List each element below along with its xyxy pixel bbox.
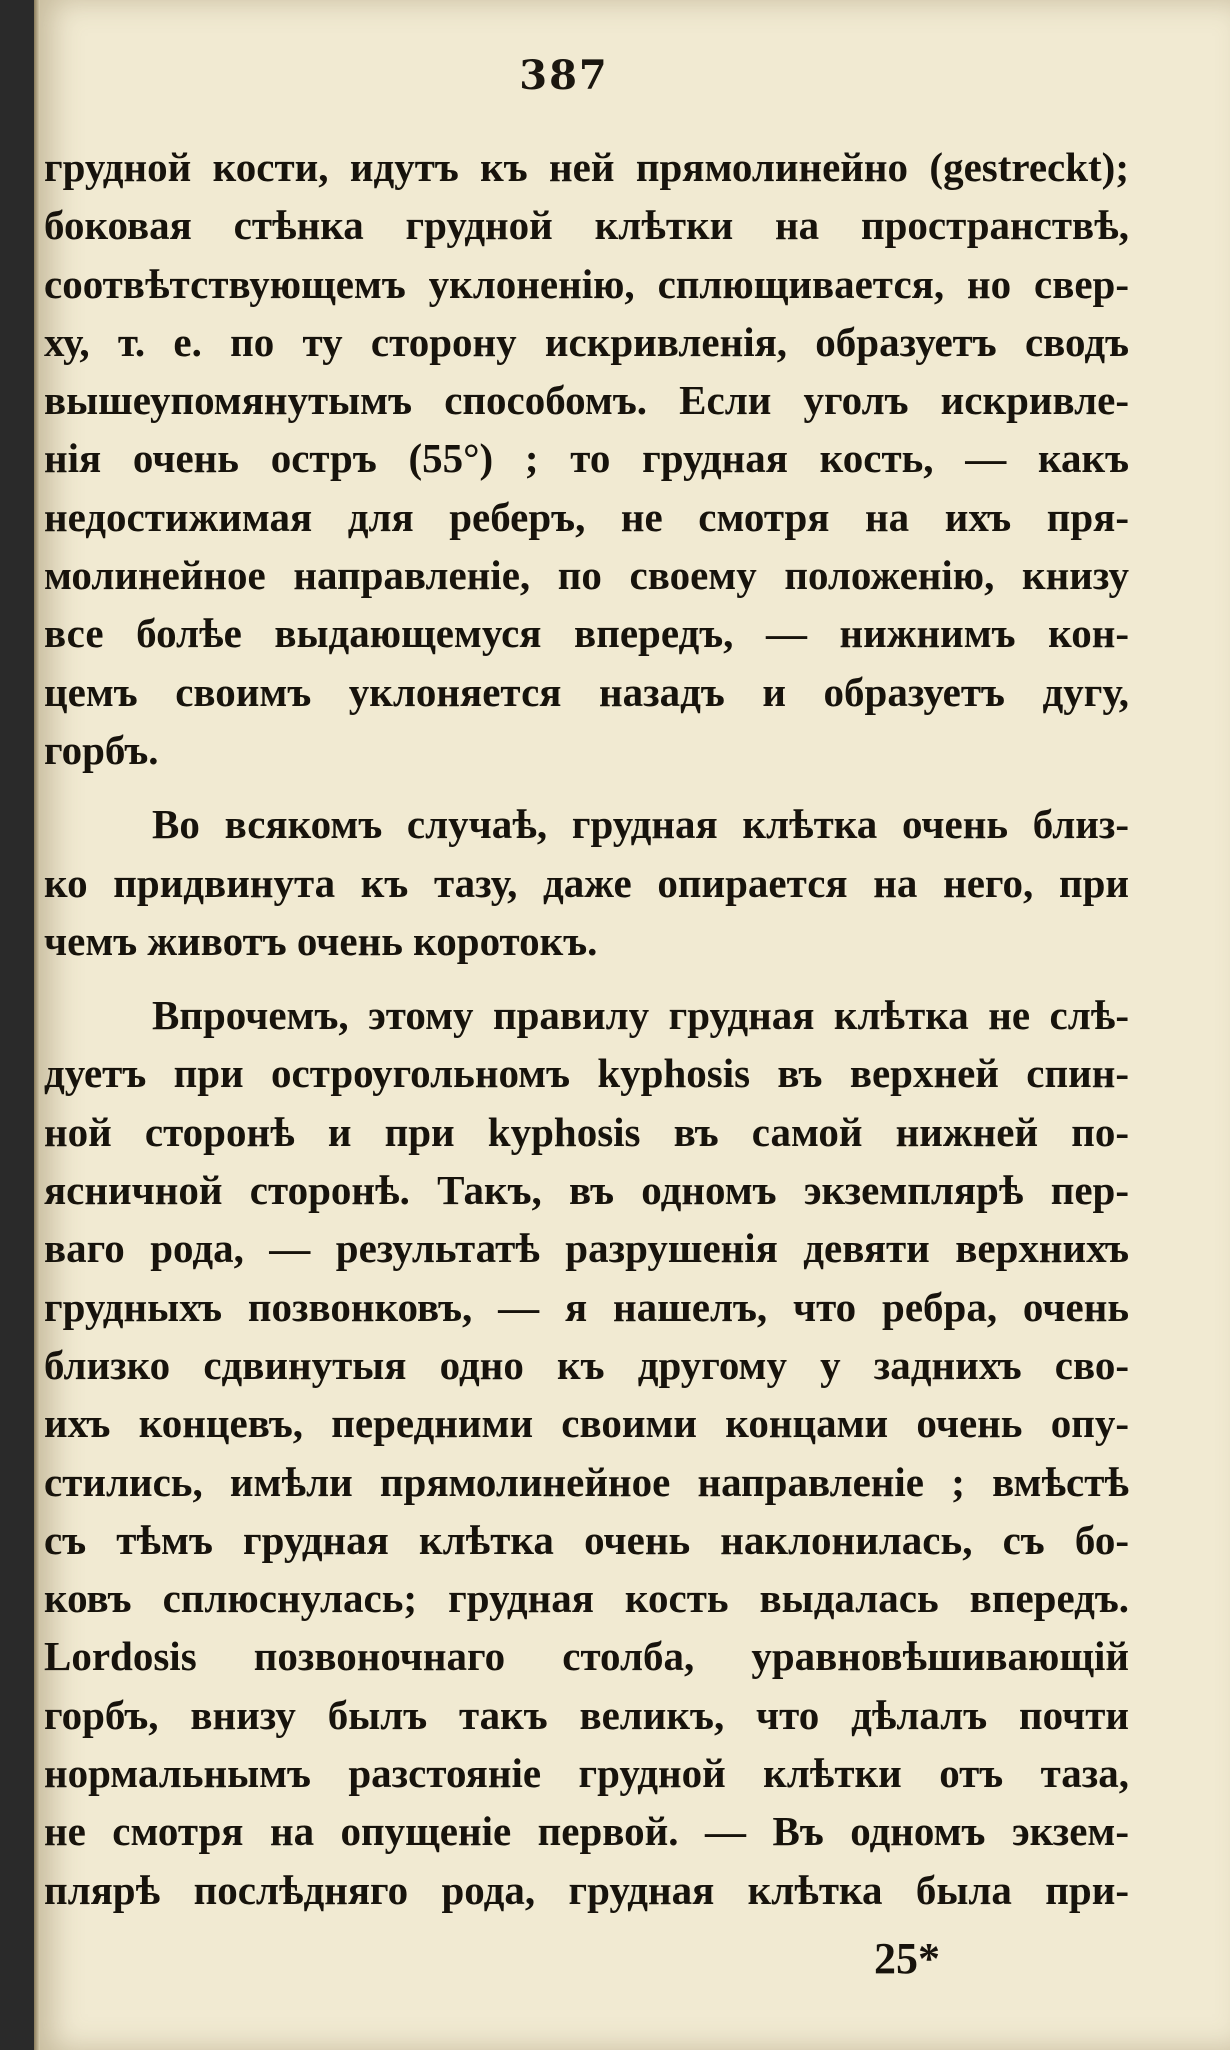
text-line: ковъ сплюснулась; грудная кость выдалась впередъ. [44, 1575, 1129, 1622]
body-text [44, 138, 1129, 1919]
text-line: грудной кости, идутъ къ ней прямолинейно (gestreckt); [44, 144, 1129, 190]
text-line: вышеупомянутымъ способомъ. Если уголъ искривле- [44, 377, 1129, 424]
text-line: ху, т. е. по ту сторону искривленія, образуетъ сводъ [44, 318, 1129, 365]
text-line: грудныхъ позвонковъ, — я нашелъ, что ребра, очень [44, 1283, 1129, 1330]
paragraph-2 [44, 795, 1129, 970]
text-line: горбъ. [44, 726, 159, 773]
text-line: съ тѣмъ грудная клѣтка очень наклонилась, съ бо- [44, 1516, 1129, 1563]
text-line: ихъ концевъ, передними своими концами очень опу- [44, 1400, 1129, 1447]
text-line: стились, имѣли прямолинейное направленіе ; вмѣстѣ [44, 1458, 1129, 1505]
signature-mark: 25* [874, 1934, 940, 1983]
text-line: цемъ своимъ уклоняется назадъ и образуетъ дугу, [44, 668, 1129, 715]
text-line: плярѣ послѣдняго рода, грудная клѣтка была при- [44, 1866, 1129, 1913]
text-line: Впрочемъ, этому правилу грудная клѣтка не слѣ- [152, 992, 1129, 1039]
text-line: боковая стѣнка грудной клѣтки на пространствѣ, [44, 202, 1129, 249]
paragraph-3 [44, 986, 1129, 1919]
page-number: 387 [519, 52, 609, 99]
text-line: нормальнымъ разстояніе грудной клѣтки отъ таза, [44, 1750, 1129, 1797]
binding-edge [34, 0, 40, 2050]
text-line: ваго рода, — результатѣ разрушенія девяти верхнихъ [44, 1225, 1129, 1272]
text-line: ной сторонѣ и при kyphosis въ самой нижней по- [44, 1108, 1129, 1155]
text-line: ясничной сторонѣ. Такъ, въ одномъ экземплярѣ пер- [44, 1167, 1129, 1214]
text-line: Во всякомъ случаѣ, грудная клѣтка очень близ- [152, 801, 1129, 848]
text-line: соотвѣтствующемъ уклоненію, сплющивается, но свер- [44, 260, 1129, 307]
text-line: близко сдвинутыя одно къ другому у заднихъ сво- [44, 1341, 1129, 1388]
text-line: ко придвинута къ тазу, даже опирается на него, при [44, 859, 1129, 906]
text-line: не смотря на опущеніе первой. — Въ одномъ экзем- [44, 1808, 1129, 1855]
text-line: нія очень остръ (55°) ; то грудная кость, — какъ [44, 435, 1129, 482]
text-line: дуетъ при остроугольномъ kyphosis въ верхней спин- [44, 1050, 1129, 1097]
text-line: недостижимая для реберъ, не смотря на ихъ пря- [44, 493, 1129, 540]
text-line: горбъ, внизу былъ такъ великъ, что дѣлалъ почти [44, 1691, 1129, 1738]
text-line: чемъ животъ очень коротокъ. [44, 917, 598, 964]
book-page [34, 0, 1230, 2050]
text-line: молинейное направленіе, по своему положенію, книзу [44, 552, 1129, 599]
paragraph-1 [44, 138, 1129, 779]
text-line: Lordosis позвоночнаго столба, уравновѣшивающій [44, 1633, 1129, 1680]
text-line: все болѣе выдающемуся впередъ, — нижнимъ кон- [44, 610, 1129, 657]
